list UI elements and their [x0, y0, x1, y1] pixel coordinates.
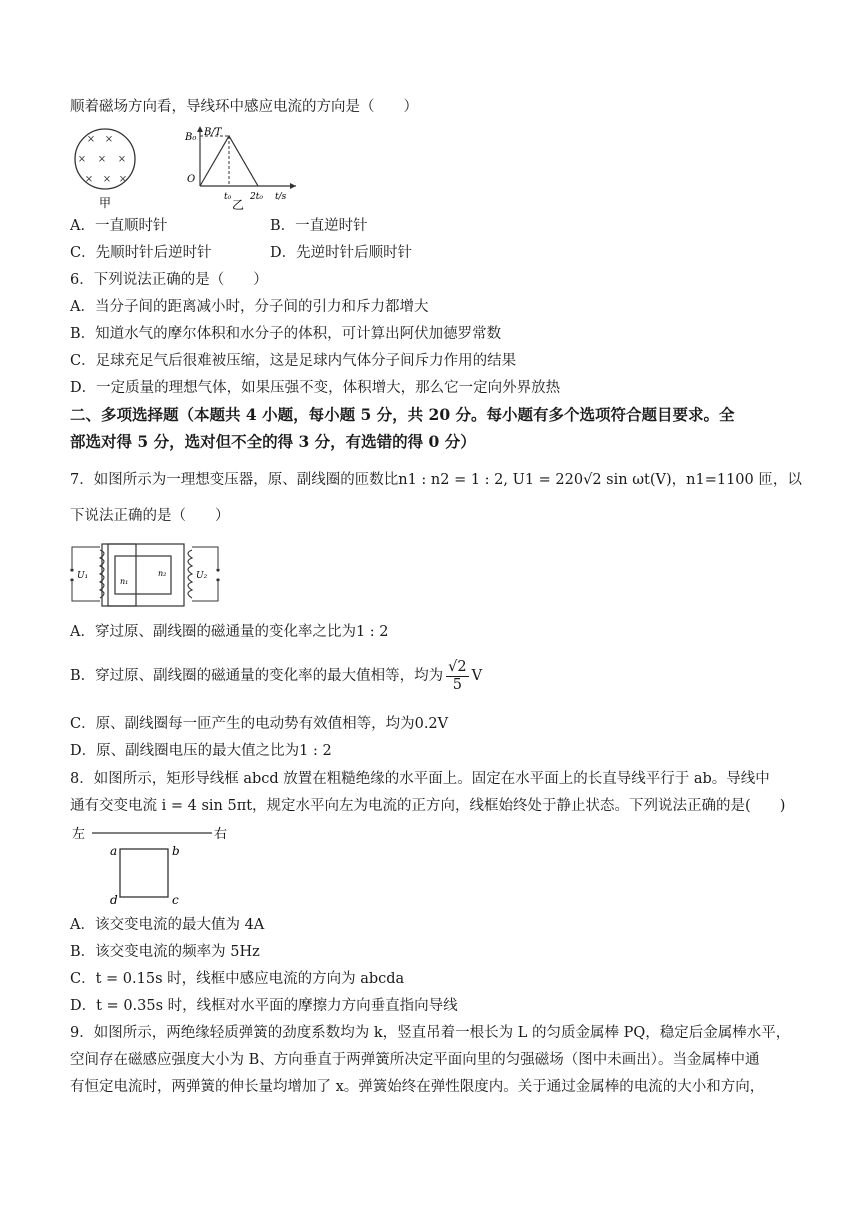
q6-option-a: A．当分子间的距离减小时，分子间的引力和斥力都增大 — [70, 299, 429, 315]
q7-stem-line1 — [70, 470, 802, 490]
q5-figure-jia — [68, 126, 148, 210]
q8-option-b: B．该交变电流的频率为 5Hz — [70, 944, 260, 960]
graph-b0: B₀ — [185, 132, 197, 143]
q8-wire-frame-figure — [70, 822, 242, 908]
fig-c: c — [172, 893, 179, 907]
svg-text:×: × — [86, 134, 96, 145]
q7-stem-b: ，n1=1100 匝，以 — [671, 472, 802, 488]
fig-u2: U₂ — [196, 571, 208, 581]
section2-heading-line2: 部选对得 5 分，选对但不全的得 3 分，有选错的得 0 分） — [70, 432, 476, 451]
fig-right-label: 右 — [214, 827, 228, 842]
fig-n2: n₂ — [158, 569, 167, 578]
q7-option-a: A．穿过原、副线圈的磁通量的变化率之比为1 : 2 — [70, 624, 389, 640]
q5-option-b: B．一直逆时针 — [270, 218, 368, 234]
q6-option-c: C．足球充足气后很难被压缩，这是足球内气体分子间斥力作用的结果 — [70, 353, 517, 369]
q8-option-d: D．t = 0.35s 时，线框对水平面的摩擦力方向垂直指向导线 — [70, 998, 458, 1014]
q7-stem-a: 7．如图所示为一理想变压器，原、副线圈的匝数比 — [70, 472, 399, 488]
q6-stem: 6．下列说法正确的是（ ） — [70, 272, 268, 288]
svg-text:×: × — [104, 134, 114, 145]
graph-t0: t₀ — [224, 192, 232, 202]
graph-2t0: 2t₀ — [250, 192, 263, 202]
q7-option-d: D．原、副线圈电压的最大值之比为1 : 2 — [70, 743, 332, 759]
fig-b: b — [172, 844, 180, 858]
fig-d: d — [110, 893, 118, 907]
q8-stem-line2: 通有交变电流 i = 4 sin 5πt，规定水平向左为电流的正方向，线框始终处于静止状态。下列说法正确的是( ) — [70, 798, 786, 814]
q7-option-b — [70, 656, 482, 696]
q6-option-d: D．一定质量的理想气体，如果压强不变，体积增大，那么它一定向外界放热 — [70, 380, 561, 396]
q9-line3: 有恒定电流时，两弹簧的伸长量均增加了 x。弹簧始终在弹性限度内。关于通过金属棒的电流的大小和方向， — [70, 1079, 765, 1095]
graph-xlabel: t/s — [275, 192, 287, 202]
fig-yi-label: 乙 — [231, 198, 245, 212]
q7-fraction-denominator: 5 — [452, 676, 462, 693]
q7-fraction-numerator: √2 — [448, 658, 467, 675]
q5-option-d: D．先逆时针后顺时针 — [270, 245, 413, 261]
svg-text:×: × — [97, 154, 107, 165]
q8-option-c: C．t = 0.15s 时，线框中感应电流的方向为 abcda — [70, 971, 405, 987]
q5-option-c: C．先顺时针后逆时针 — [70, 245, 212, 261]
q7-option-b-text: B．穿过原、副线圈的磁通量的变化率的最大值相等，均为 — [70, 668, 444, 684]
section2-heading-line1: 二、多项选择题（本题共 4 小题，每小题 5 分，共 20 分。每小题有多个选项符合题目要求。全 — [70, 405, 735, 424]
svg-text:×: × — [84, 174, 94, 185]
fig-jia-label: 甲 — [98, 196, 112, 210]
fig-n1: n₁ — [120, 577, 129, 586]
svg-text:×: × — [117, 154, 127, 165]
q9-line2: 空间存在磁感应强度大小为 B、方向垂直于两弹簧所决定平面向里的匀强磁场（图中未画出）。当金属棒中通 — [70, 1052, 760, 1068]
q8-stem-line1: 8．如图所示，矩形导线框 abcd 放置在粗糙绝缘的水平面上。固定在水平面上的长直导线平行于 ab。导线中 — [70, 771, 770, 787]
fig-a: a — [110, 844, 118, 858]
q5-stem-tail: 顺着磁场方向看，导线环中感应电流的方向是（ ） — [70, 99, 418, 115]
q9-line1: 9．如图所示，两绝缘轻质弹簧的劲度系数均为 k，竖直吊着一根长为 L 的匀质金属棒 PQ，稳定后金属棒水平， — [70, 1025, 791, 1041]
q8-option-a: A．该交变电流的最大值为 4A — [70, 917, 265, 933]
q7-option-b-fraction — [446, 659, 468, 694]
q7-transformer-figure — [70, 538, 220, 612]
q5-option-a: A．一直顺时针 — [70, 218, 168, 234]
svg-text:×: × — [118, 174, 128, 185]
q5-figure-yi — [178, 124, 300, 212]
fig-left-label: 左 — [72, 827, 86, 842]
svg-text:×: × — [77, 154, 87, 165]
q7-stem-line2: 下说法正确的是（ ） — [70, 508, 230, 524]
fig-u1: U₁ — [77, 571, 89, 581]
q7-formula: n1 : n2 = 1 : 2, U1 = 220√2 sin ωt(V) — [398, 472, 672, 488]
graph-ylabel: B/T — [204, 127, 222, 138]
q7-option-c: C．原、副线圈每一匝产生的电动势有效值相等，均为0.2V — [70, 716, 449, 732]
svg-text:×: × — [102, 174, 112, 185]
q7-option-b-unit: V — [471, 668, 483, 684]
q6-option-b: B．知道水气的摩尔体积和水分子的体积，可计算出阿伏加德罗常数 — [70, 326, 502, 342]
graph-origin: O — [187, 174, 196, 185]
